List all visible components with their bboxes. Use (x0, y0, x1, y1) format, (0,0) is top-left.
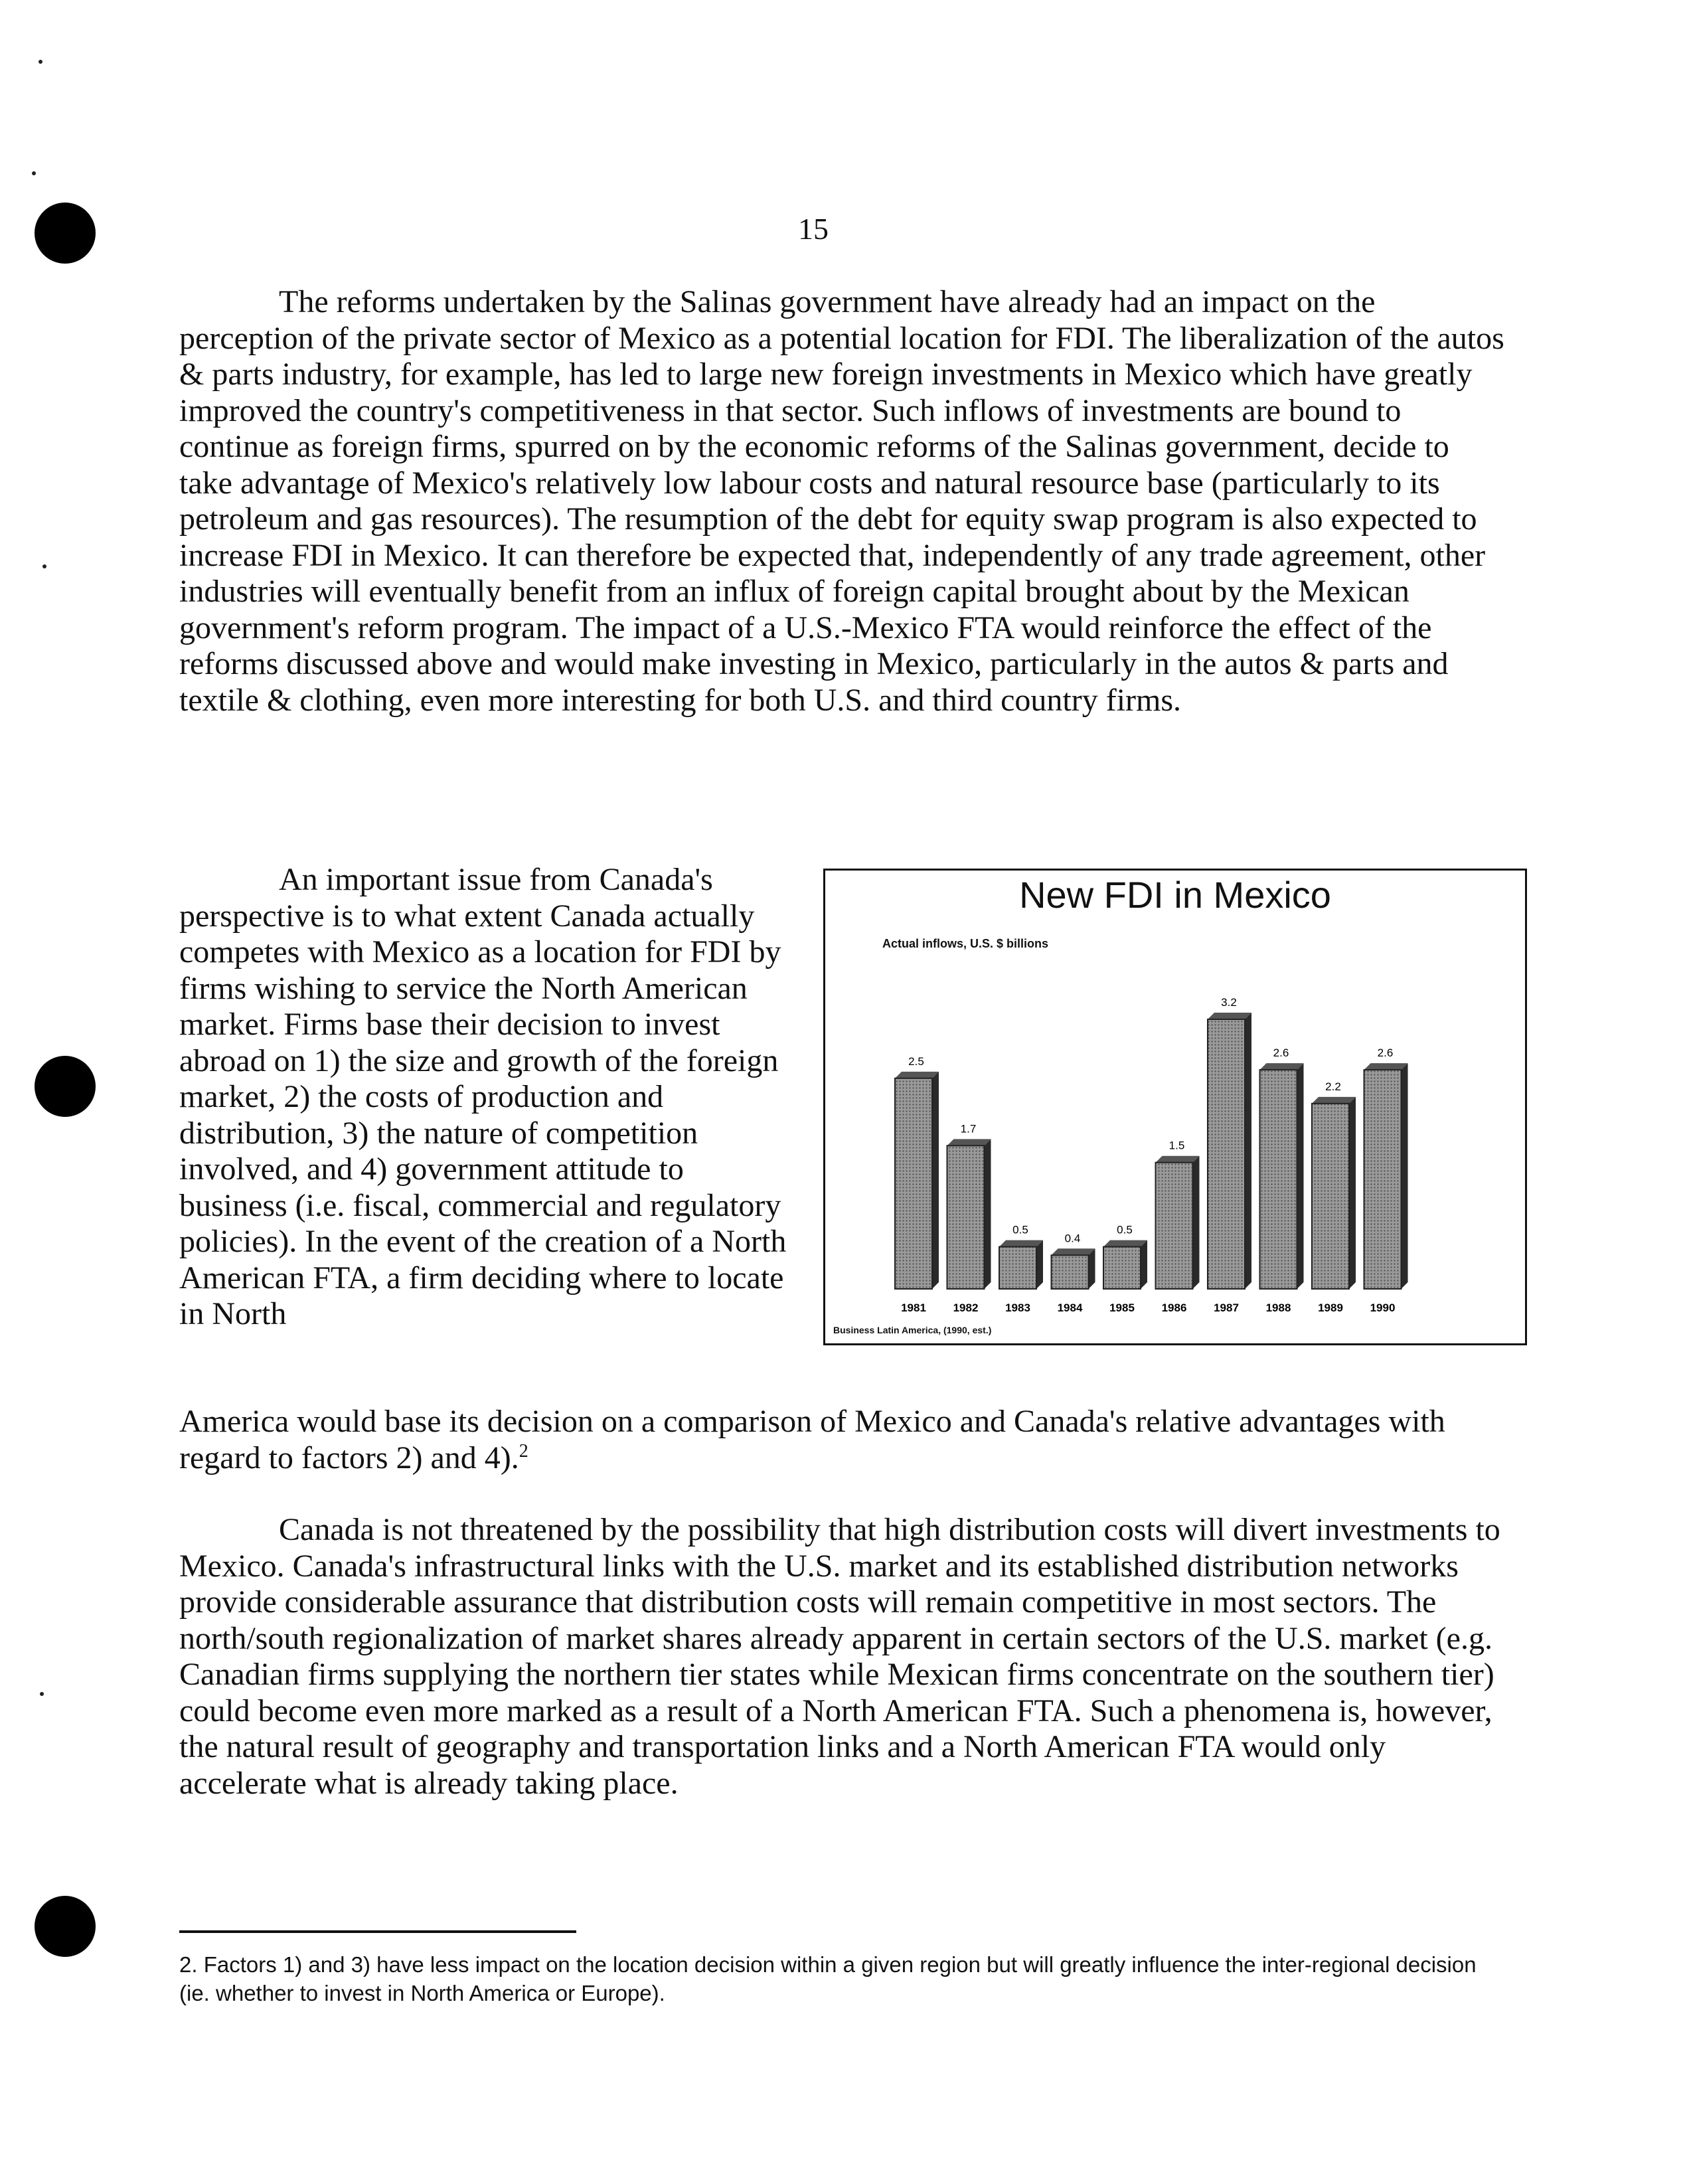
bar-1989 (1312, 1097, 1356, 1289)
value-label-1987: 3.2 (1221, 996, 1237, 1009)
fdi-chart (823, 869, 1527, 1345)
bar-1983 (999, 1240, 1043, 1289)
value-label-1990: 2.6 (1377, 1047, 1394, 1060)
x-tick-label-1986: 1986 (1161, 1302, 1187, 1314)
bar-1982 (947, 1139, 991, 1289)
body-paragraph-3: Canada is not threatened by the possibility that high distribution costs will divert investments to Mexico. Canada's infrastructural links with the U.S. market and its established distribution networks provide considerable assurance that distribution costs will remain competitive in most sectors. The north/south regionalization of market shares already apparent in certain sectors of the U.S. market (e.g. Canadian firms supplying the northern tier states while Mexican firms concentrate on the southern tier) could become even more marked as a result of a North American FTA. Such a phenomena is, however, the natural result of geography and transportation links and a North American FTA would only accelerate what is already taking place. (179, 1512, 1500, 1801)
x-tick-label-1987: 1987 (1214, 1302, 1239, 1314)
scan-speck (40, 1692, 44, 1696)
footnote-rule (179, 1930, 576, 1933)
bar-1984 (1052, 1248, 1095, 1289)
footnote-reference: 2 (519, 1440, 528, 1462)
value-label-1985: 0.5 (1117, 1223, 1133, 1236)
x-tick-label-1990: 1990 (1370, 1302, 1396, 1314)
page-number: 15 (798, 212, 829, 246)
value-label-1988: 2.6 (1273, 1047, 1289, 1060)
bar-1990 (1364, 1063, 1408, 1289)
value-label-1982: 1.7 (960, 1122, 977, 1135)
paragraph-2-continuation: America would base its decision on a comparison of Mexico and Canada's relative advantages with regard to factors 2) and 4). (179, 1404, 1445, 1475)
footnote: 2. Factors 1) and 3) have less impact on the location decision within a given region but will greatly influence the inter-regional decision (ie. whether to invest in North America or Europe). (179, 1952, 1477, 2005)
punch-hole-top (35, 203, 96, 264)
x-tick-label-1981: 1981 (901, 1302, 926, 1314)
value-label-1989: 2.2 (1325, 1080, 1341, 1093)
punch-hole-middle (35, 1056, 96, 1117)
x-tick-label-1983: 1983 (1005, 1302, 1030, 1314)
value-label-1986: 1.5 (1168, 1139, 1185, 1152)
value-label-1984: 0.4 (1064, 1232, 1081, 1245)
bar-1985 (1103, 1240, 1147, 1289)
scan-speck (32, 171, 36, 175)
scan-speck (39, 60, 42, 64)
chart-subtitle: Actual inflows, U.S. $ billions (882, 937, 1049, 950)
x-tick-label-1985: 1985 (1109, 1302, 1135, 1314)
x-tick-label-1984: 1984 (1057, 1302, 1083, 1314)
value-label-1981: 2.5 (908, 1054, 924, 1068)
value-label-1983: 0.5 (1012, 1223, 1028, 1236)
body-paragraph-2: An important issue from Canada's perspective is to what extent Canada actually competes with Mexico as a location for FDI by firms wishing to service the North American market. Firms base their decision to invest abroad on 1) the size and growth of the foreign market, 2) the costs of production and distribution, 3) the nature of competition involved, and 4) government attitude to business (i.e. fiscal, commercial and regulatory policies). In the event of the creation of a North American FTA, a firm deciding where to locate in North (179, 862, 787, 1331)
scan-speck (42, 564, 46, 568)
chart-plot (825, 871, 1525, 1343)
body-paragraph-2-continued (179, 1404, 1507, 1476)
chart-title: New FDI in Mexico (1019, 874, 1331, 916)
punch-hole-bottom (35, 1896, 96, 1957)
chart-source: Business Latin America, (1990, est.) (833, 1325, 992, 1335)
x-tick-label-1989: 1989 (1318, 1302, 1343, 1314)
x-tick-label-1988: 1988 (1265, 1302, 1291, 1314)
bar-1987 (1208, 1013, 1251, 1289)
body-paragraph-1: The reforms undertaken by the Salinas government have already had an impact on the perception of the private sector of Mexico as a potential location for FDI. The liberalization of the autos & parts industry, for example, has led to large new foreign investments in Mexico which have greatly improved the country's competitiveness in that sector. Such inflows of investments are bound to continue as foreign firms, spurred on by the economic reforms of the Salinas government, decide to take advantage of Mexico's relatively low labour costs and natural resource base (particularly to its petroleum and gas resources). The resumption of the debt for equity swap program is also expected to increase FDI in Mexico. It can therefore be expected that, independently of any trade agreement, other industries will eventually benefit from an influx of foreign capital brought about by the Mexican government's reform program. The impact of a U.S.-Mexico FTA would reinforce the effect of the reforms discussed above and would make investing in Mexico, particularly in the autos & parts and textile & clothing, even more interesting for both U.S. and third country firms. (179, 284, 1504, 718)
x-tick-label-1982: 1982 (953, 1302, 979, 1314)
bar-1986 (1156, 1156, 1200, 1289)
bar-1981 (895, 1072, 939, 1289)
bar-1988 (1260, 1063, 1304, 1289)
